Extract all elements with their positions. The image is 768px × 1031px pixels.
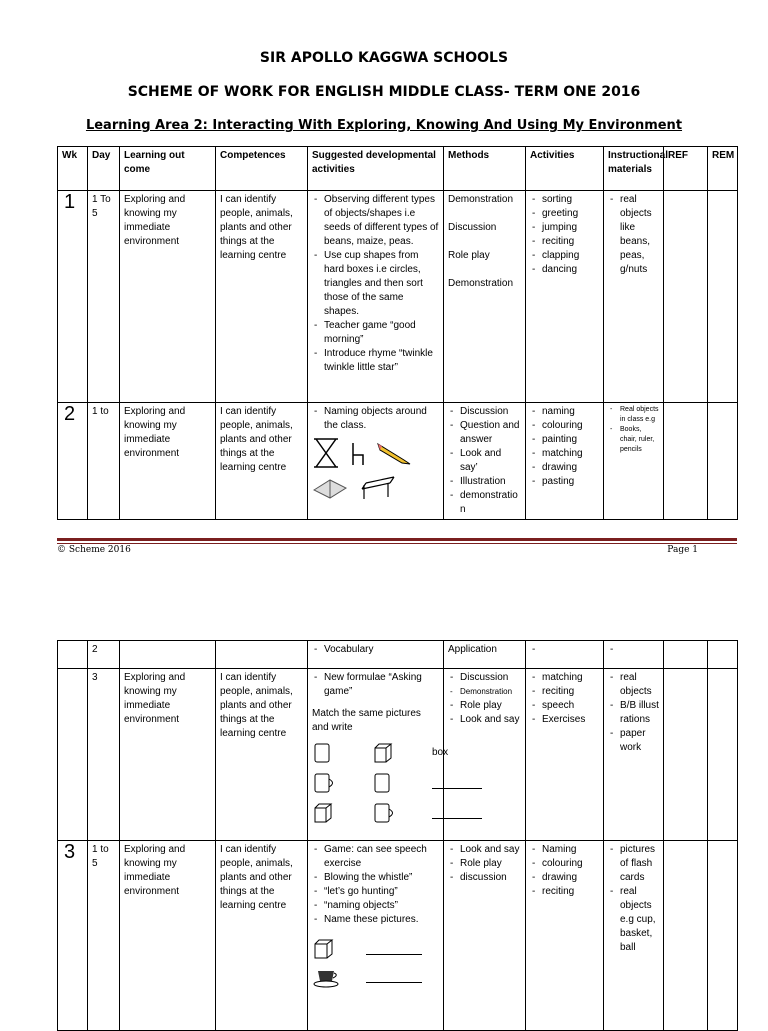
list-item: - sorting (530, 193, 599, 207)
footer-copyright: © Scheme 2016 (57, 545, 131, 555)
naming-picture-row (312, 965, 439, 989)
list-item: - colouring (530, 419, 599, 433)
ref-cell (664, 669, 708, 841)
materials-cell (604, 191, 664, 403)
list-item: - real objects e.g cup, basket, ball (608, 885, 659, 955)
week-number: 3 (58, 841, 88, 1031)
list-item: - speech (530, 699, 599, 713)
col-header-day: Day (88, 147, 120, 191)
answer-blank[interactable] (366, 944, 422, 955)
list-item: - “let’s go hunting” (312, 885, 439, 899)
col-header-activities: Activities (526, 147, 604, 191)
list-item: - pasting (530, 475, 599, 489)
table-icon (358, 475, 398, 501)
suggested-cell (308, 841, 444, 1031)
ref-cell (664, 641, 708, 669)
table-row (58, 669, 738, 841)
week-number (58, 641, 88, 669)
competence-cell: I can identify people, animals, plants and other things at the learning centre (216, 403, 308, 520)
answer-blank[interactable] (432, 778, 482, 789)
footer-rule-thin (57, 543, 737, 544)
footer-page-number: Page 1 (667, 545, 698, 555)
col-header-ref: REF (664, 147, 708, 191)
matching-instruction: Match the same pictures and write (312, 708, 421, 733)
rem-cell (708, 669, 738, 841)
list-item: - reciting (530, 685, 599, 699)
rem-cell (708, 191, 738, 403)
list-item: - Discussion (448, 671, 521, 685)
suggested-cell (308, 641, 444, 669)
list-item: - Illustration (448, 475, 521, 489)
materials-cell (604, 403, 664, 520)
list-item: - Discussion (448, 405, 521, 419)
footer-rule (57, 538, 737, 541)
suggested-cell (308, 669, 449, 841)
school-name: SIR APOLLO KAGGWA SCHOOLS (259, 50, 509, 66)
list-item: - pictures of flash cards (608, 843, 659, 885)
chair-table-icon (312, 437, 340, 471)
list-item: - Introduce rhyme “twinkle twinkle little star” (312, 347, 439, 375)
method-item: Discussion (448, 222, 497, 233)
method-item: Demonstration (448, 278, 514, 289)
list-item: - Books, chair, ruler, pencils (608, 425, 659, 455)
list-item: - Look and say (448, 713, 521, 727)
list-item: - dancing (530, 263, 599, 277)
list-item: - Demonstration (448, 685, 521, 699)
pencil-icon (376, 442, 412, 466)
col-header-outcome: Learning out come (120, 147, 216, 191)
list-item: - Name these pictures. (312, 913, 439, 927)
col-header-suggested: Suggested developmental activities (308, 147, 444, 191)
list-item: - Blowing the whistle” (312, 871, 439, 885)
col-header-competences: Competences (216, 147, 308, 191)
competence-cell: I can identify people, animals, plants and other things at the learning centre (216, 841, 308, 1031)
box-icon (312, 937, 336, 961)
day-cell: 2 (88, 641, 120, 669)
box-icon (312, 801, 334, 825)
list-item: - Naming objects around the class. (312, 405, 439, 433)
chair-icon (350, 441, 366, 467)
competence-cell: I can identify people, animals, plants and other things at the learning centre (216, 191, 308, 403)
rem-cell (708, 641, 738, 669)
box-icon (372, 741, 394, 765)
scheme-table-page1 (57, 146, 738, 520)
outcome-cell: Exploring and knowing my immediate environment (120, 403, 216, 520)
list-item: - drawing (530, 461, 599, 475)
table-header-row (58, 147, 738, 191)
scheme-table-page2 (57, 640, 738, 1031)
materials-cell (604, 841, 664, 1031)
list-item: - matching (530, 447, 599, 461)
table-row (58, 403, 738, 520)
list-item: - Exercises (530, 713, 599, 727)
list-item: - Observing different types of objects/shapes i.e seeds of different types of beans, maize, peas. (312, 193, 439, 249)
week-number: 1 (58, 191, 88, 403)
week-number: 2 (58, 403, 88, 520)
book-icon (312, 476, 348, 500)
outcome-cell: Exploring and knowing my immediate environment (120, 191, 216, 403)
activities-cell (526, 641, 604, 669)
list-item: - clapping (530, 249, 599, 263)
table-row (58, 191, 738, 403)
learning-area-title: Learning Area 2: Interacting With Exploring, Knowing And Using My Environment (85, 118, 683, 133)
list-item: - jumping (530, 221, 599, 235)
list-item: - Use cup shapes from hard boxes i.e circles, triangles and then sort those of the same shapes. (312, 249, 439, 319)
activities-cell (526, 191, 604, 403)
matching-exercise (312, 741, 449, 825)
list-item: - naming (530, 405, 599, 419)
list-item: - “naming objects” (312, 899, 439, 913)
activities-cell (526, 669, 604, 841)
list-item: - paper work (608, 727, 659, 755)
table-row (58, 641, 738, 669)
list-item: - Naming (530, 843, 599, 857)
materials-cell (604, 641, 664, 669)
outcome-cell (120, 641, 216, 669)
list-item: - Role play (448, 857, 521, 871)
day-cell: 1 to 5 (88, 841, 120, 1031)
col-header-methods: Methods (444, 147, 526, 191)
list-item: - greeting (530, 207, 599, 221)
list-item: - real objects (608, 671, 659, 699)
list-item: - B/B illustrations (608, 699, 659, 727)
classroom-pictures (312, 437, 439, 471)
answer-blank[interactable] (432, 808, 482, 819)
week-number (58, 669, 88, 841)
methods-cell (444, 403, 526, 520)
col-header-rem: REM (708, 147, 738, 191)
ref-cell (664, 403, 708, 520)
ref-cell (664, 841, 708, 1031)
list-item: - Game: can see speech exercise (312, 843, 439, 871)
outcome-cell: Exploring and knowing my immediate environment (120, 669, 216, 841)
methods-cell (444, 191, 526, 403)
table-row (58, 841, 738, 1031)
cup-icon (312, 965, 342, 989)
methods-cell (444, 841, 526, 1031)
list-item: - real objects like beans, peas, g/nuts (608, 193, 659, 277)
list-item: - matching (530, 671, 599, 685)
col-header-materials: Instructional materials (604, 147, 664, 191)
rem-cell (708, 403, 738, 520)
materials-cell (604, 669, 664, 841)
list-item: - Teacher game “good morning” (312, 319, 439, 347)
activities-cell (526, 841, 604, 1031)
list-item: - discussion (448, 871, 521, 885)
list-item: - Role play (448, 699, 521, 713)
list-item: - Look and say (448, 843, 521, 857)
answer-blank[interactable] (366, 972, 422, 983)
classroom-pictures-2 (312, 475, 439, 501)
col-header-wk: Wk (58, 147, 88, 191)
list-item: - painting (530, 433, 599, 447)
day-cell: 1 to (88, 403, 120, 520)
list-item: - demonstration (448, 489, 521, 517)
list-item: - Look and say’ (448, 447, 521, 475)
suggested-cell (308, 403, 444, 520)
list-item: - drawing (530, 871, 599, 885)
list-item: - Vocabulary (312, 643, 439, 657)
rem-cell (708, 841, 738, 1031)
day-cell: 1 To 5 (88, 191, 120, 403)
list-item: - New formulae “Asking game” (312, 671, 439, 699)
cup-icon (312, 741, 334, 765)
document-title: SCHEME OF WORK FOR ENGLISH MIDDLE CLASS- TERM ONE 2016 (127, 84, 641, 100)
list-item: - reciting (530, 235, 599, 249)
suggested-cell (308, 191, 444, 403)
competence-cell: I can identify people, animals, plants and other things at the learning centre (216, 669, 308, 841)
competence-cell (216, 641, 308, 669)
method-item: Role play (448, 250, 490, 261)
box-label: box (432, 747, 449, 758)
activities-cell (526, 403, 604, 520)
list-item: - Real objects in class e.g (608, 405, 659, 425)
methods-cell: Application (444, 641, 526, 669)
list-item: - Question and answer (448, 419, 521, 447)
outcome-cell: Exploring and knowing my immediate environment (120, 841, 216, 1031)
mug-icon (312, 771, 338, 795)
mug-icon (372, 801, 398, 825)
cup-icon (372, 771, 394, 795)
list-item: - reciting (530, 885, 599, 899)
method-item: Demonstration (448, 194, 514, 205)
ref-cell (664, 191, 708, 403)
list-item: - colouring (530, 857, 599, 871)
day-cell: 3 (88, 669, 120, 841)
naming-picture-row (312, 937, 439, 961)
